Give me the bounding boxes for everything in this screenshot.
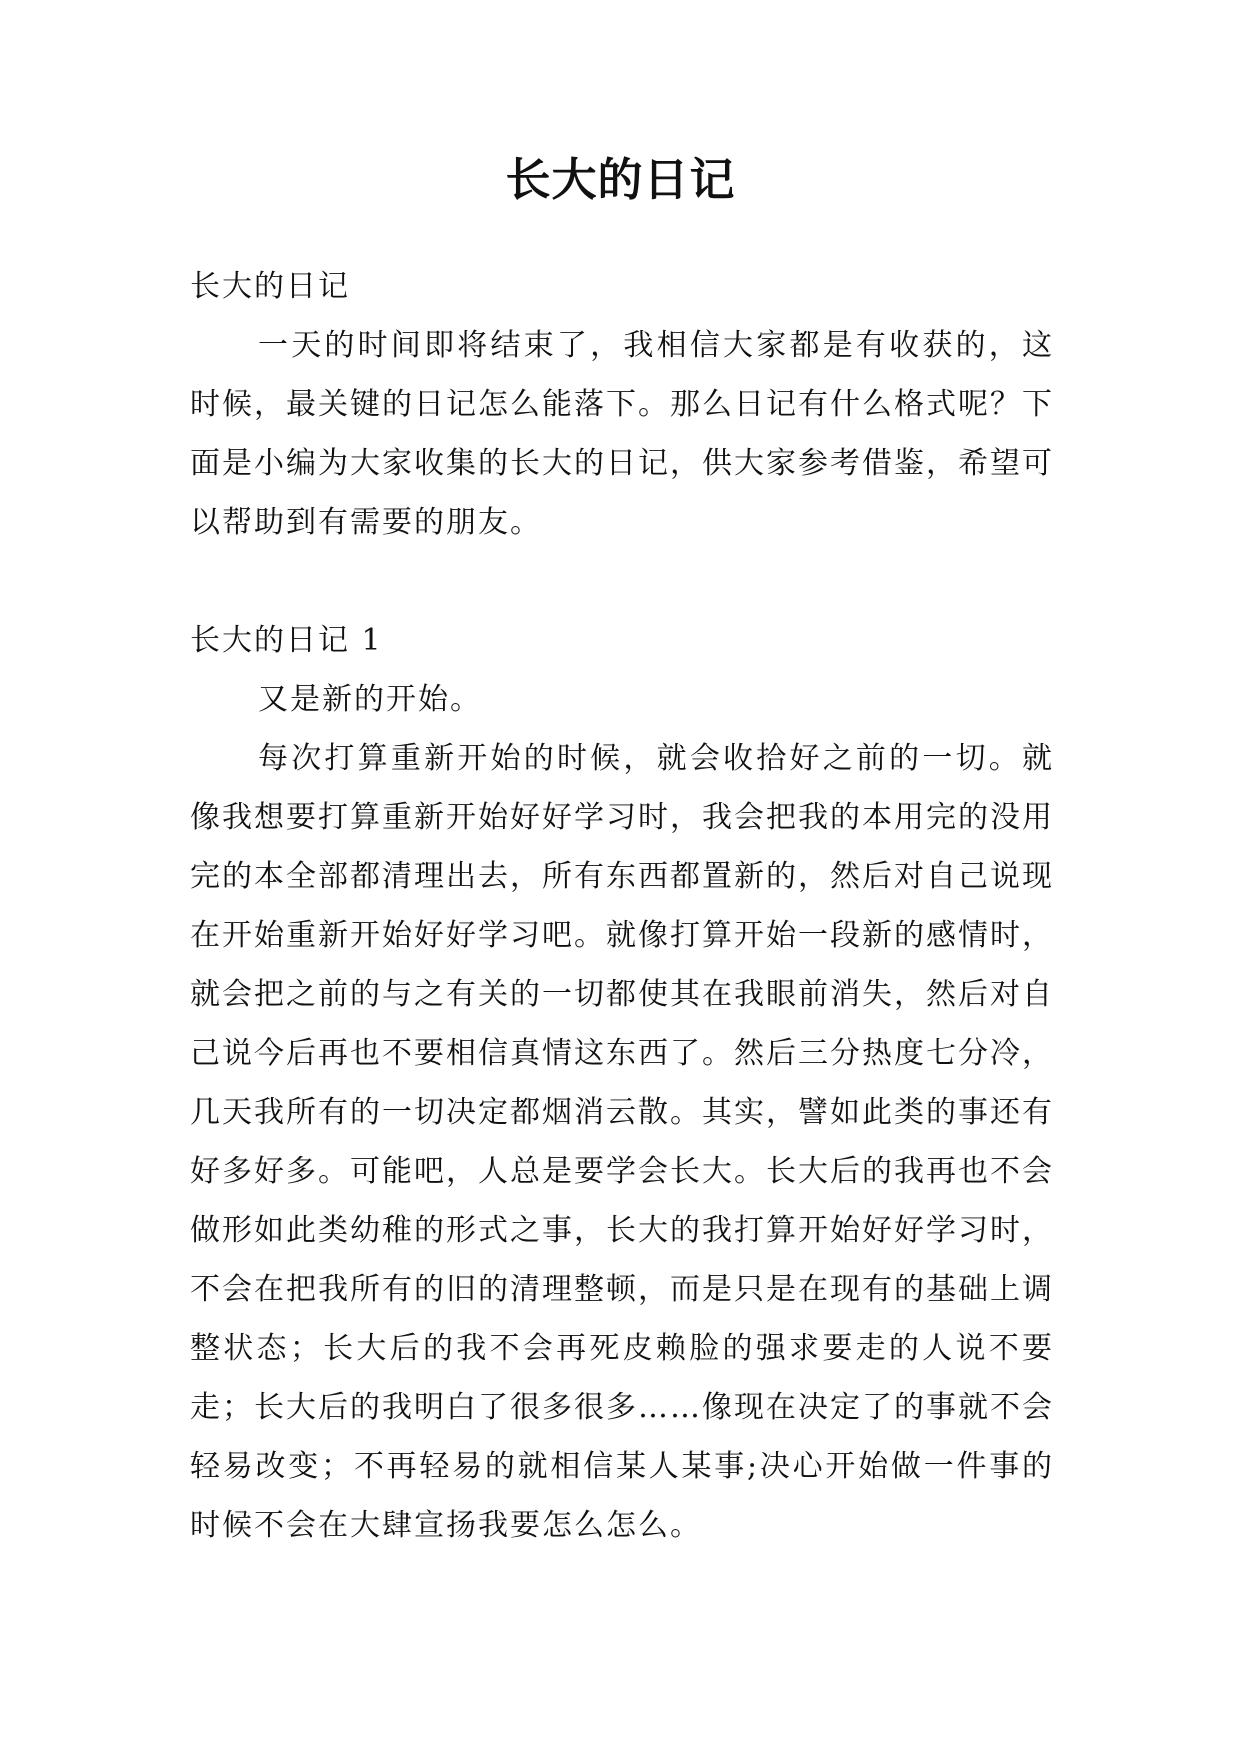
- intro-heading: 长大的日记: [190, 269, 350, 304]
- paragraph-spacer: [190, 552, 1054, 611]
- document-body: [190, 257, 1054, 1555]
- section-paragraph: 每次打算重新开始的时候，就会收拾好之前的一切。就像我想要打算重新开始好好学习时，我会把我的本用完的没用完的本全部都清理出去，所有东西都置新的，然后对自己说现在开始重新开始好好学习吧。就像打算开始一段新的感情时，就会把之前的与之有关的一切都使其在我眼前消失，然后对自己说今后再也不要相信真情这东西了。然后三分热度七分冷，几天我所有的一切决定都烟消云散。其实，譬如此类的事还有好多好多。可能吧，人总是要学会长大。长大后的我再也不会做形如此类幼稚的形式之事，长大的我打算开始好好学习时，不会在把我所有的旧的清理整顿，而是只是在现有的基础上调整状态；长大后的我不会再死皮赖脸的强求要走的人说不要走；长大后的我明白了很多很多……像现在决定了的事就不会轻易改变；不再轻易的就相信某人某事;决心开始做一件事的时候不会在大肆宣扬我要怎么怎么。: [190, 741, 1054, 1543]
- document-title: 长大的日记: [505, 153, 736, 206]
- section-heading: 长大的日记 1: [190, 623, 383, 658]
- intro-paragraph: 一天的时间即将结束了，我相信大家都是有收获的，这时候，最关键的日记怎么能落下。那么日记有什么格式呢？下面是小编为大家收集的长大的日记，供大家参考借鉴，希望可以帮助到有需要的朋友。: [190, 328, 1054, 540]
- section-paragraph: 又是新的开始。: [258, 682, 482, 717]
